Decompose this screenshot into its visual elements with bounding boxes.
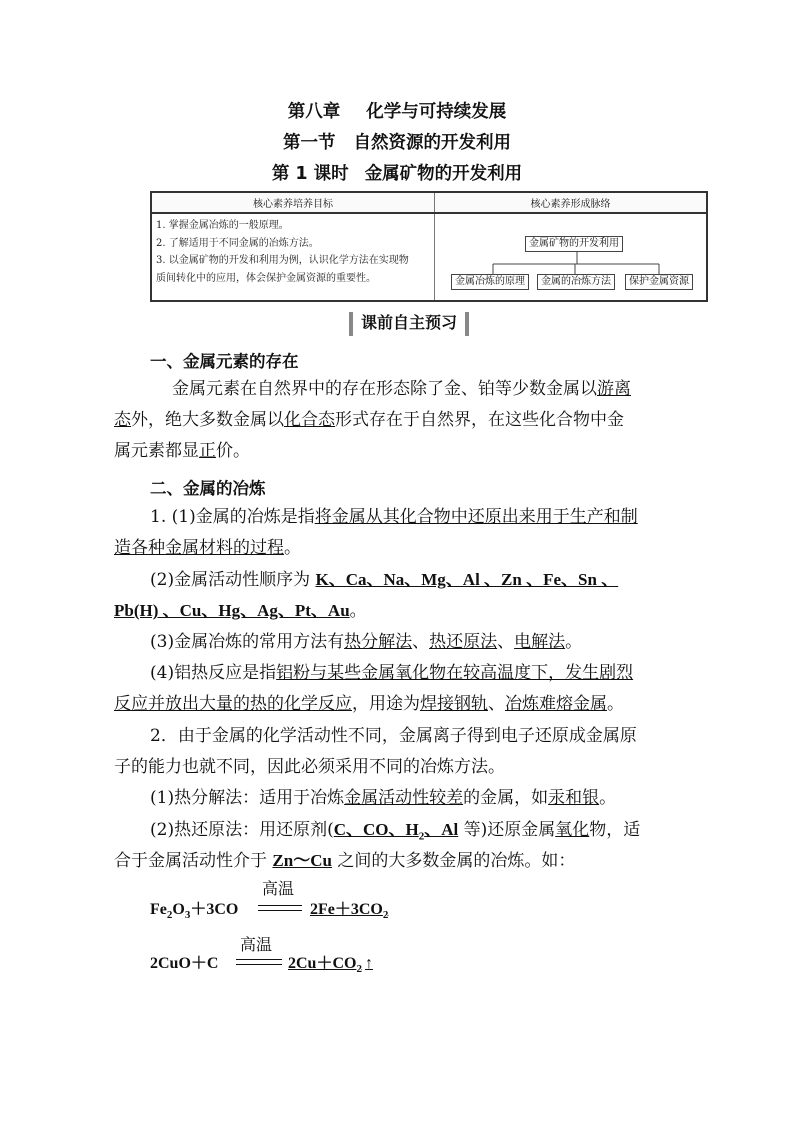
answer-blank — [333, 820, 459, 843]
text-run: ，用途为 — [352, 694, 420, 714]
goal-item: 2. 了解适用于不同金属的冶炼方法。 — [156, 237, 319, 249]
goals-cell — [151, 213, 435, 301]
lesson-name: 金属矿物的开发利用 — [364, 164, 523, 184]
text-run: 2Cu＋CO — [288, 955, 357, 972]
paragraph-line — [114, 410, 624, 430]
lesson-number: 第 1 课时 — [271, 164, 349, 184]
text-run: 金属元素在自然界中的存在形态除了金、铂等少数金属以 — [172, 379, 597, 399]
equation-2-condition: 高温 — [240, 935, 273, 954]
text-run: 价。 — [216, 441, 250, 461]
text-run: 2Fe＋3CO — [310, 901, 383, 918]
answer-blank: 将金属从其化合物中还原出来用于生产和制 — [314, 507, 638, 527]
text-run: 属元素都显 — [114, 441, 199, 461]
core-literacy-table — [150, 191, 708, 302]
text-run: 、 — [497, 632, 515, 652]
subscript: 2 — [356, 963, 362, 976]
paragraph-line — [114, 538, 301, 558]
paragraph-line — [150, 507, 638, 527]
text-run: (4)铝热反应是指 — [150, 663, 277, 683]
equation-2-equals — [236, 959, 282, 965]
subscript: 2 — [166, 909, 173, 922]
section-title — [0, 129, 794, 154]
equation-1-condition: 高温 — [262, 879, 295, 898]
answer-blank: 反应并放出大量的热的化学反应 — [114, 694, 352, 714]
text-run: 。 — [599, 788, 617, 808]
context-header: 核心素养形成脉络 — [435, 192, 708, 213]
section-number: 第一节 — [283, 133, 336, 153]
paragraph-line — [172, 379, 631, 399]
text-run: 。 — [284, 538, 301, 558]
text-run: ＋3CO — [190, 901, 239, 918]
text-run: 。 — [349, 601, 367, 621]
text-run: 之间的大多数金属的冶炼。如： — [331, 851, 576, 871]
paragraph-line — [150, 788, 616, 808]
lesson-title — [0, 160, 794, 185]
chapter-title — [0, 98, 794, 123]
chapter-name: 化学与可持续发展 — [366, 102, 507, 122]
paragraph-line: 子的能力也就不同，因此必须采用不同的冶炼方法。 — [114, 757, 505, 777]
diagram-child-box: 保护金属资源 — [625, 274, 693, 290]
answer-blank: 热分解法 — [344, 632, 413, 652]
text-run: 物，适 — [589, 820, 641, 840]
context-cell — [435, 213, 708, 301]
text-run: 的金属，如 — [463, 788, 549, 808]
text-run: 、 — [488, 694, 505, 714]
answer-blank: Pb(H) 、Cu、Hg、Ag、Pt、Au — [114, 601, 350, 620]
text-run: 1. (1)金属的冶炼是指 — [150, 507, 315, 527]
paragraph-line — [114, 441, 250, 461]
diagram-child-box: 金属冶炼的原理 — [451, 274, 529, 290]
answer-blank: 电解法 — [514, 632, 566, 652]
paragraph-line — [150, 663, 633, 683]
text-run: (2)热还原法：用还原剂( — [150, 820, 334, 840]
paragraph-line — [150, 570, 618, 590]
paragraph-line — [150, 632, 582, 652]
equation-2-left: 2CuO＋C — [150, 955, 219, 972]
answer-blank: 汞和银 — [548, 788, 600, 808]
text-run: C、CO、H — [333, 820, 419, 839]
equation-1-right — [310, 896, 388, 921]
goal-item: 3. 以金属矿物的开发和利用为例，认识化学方法在实现物 — [156, 255, 409, 266]
answer-blank: 正 — [199, 441, 216, 461]
answer-blank: 铝粉与某些金属氧化物在较高温度下，发生剧烈 — [276, 663, 634, 683]
equation-1-equals — [258, 905, 302, 911]
answer-blank: Zn～Cu — [272, 851, 332, 870]
text-run: (2)金属活动性顺序为 — [150, 570, 316, 590]
answer-blank: 氧化 — [555, 820, 590, 840]
banner-right-bar — [465, 312, 469, 336]
answer-blank: 冶炼难熔金属 — [505, 694, 607, 714]
answer-blank: 金属活动性较差 — [344, 788, 464, 808]
subscript: 2 — [382, 909, 389, 922]
text-run: (1)热分解法：适用于冶炼 — [150, 788, 345, 808]
paragraph-line — [114, 601, 367, 621]
paragraph-line — [114, 694, 624, 714]
text-run: 、 — [412, 632, 430, 652]
banner-left-bar — [349, 312, 353, 336]
answer-blank: 游离 — [597, 379, 631, 399]
heading-metal-existence: 一、金属元素的存在 — [150, 352, 299, 371]
equation-2-right — [288, 950, 373, 975]
text-run: O — [172, 901, 185, 918]
answer-blank: K、Ca、Na、Mg、Al 、Zn 、Fe、Sn 、 — [315, 570, 619, 589]
text-run: 形式存在于自然界，在这些化合物中金 — [335, 410, 624, 430]
paragraph-line — [114, 851, 575, 871]
text-run: 。 — [607, 694, 624, 714]
goals-header: 核心素养培养目标 — [151, 192, 435, 213]
equation-1-left — [150, 896, 238, 921]
answer-blank: 态 — [114, 410, 131, 430]
answer-blank: 焊接钢轨 — [420, 694, 488, 714]
text-run: 外，绝大多数金属以 — [131, 410, 284, 430]
section-banner — [341, 310, 477, 336]
text-run: Fe — [150, 901, 167, 918]
text-run: 合于金属活动性介于 — [114, 851, 273, 871]
text-run: 、Al — [424, 820, 459, 839]
banner-text: 课前自主预习 — [361, 313, 458, 332]
heading-metal-smelting: 二、金属的冶炼 — [150, 479, 266, 498]
context-diagram — [435, 214, 711, 300]
gas-arrow-icon: ↑ — [364, 955, 373, 972]
paragraph-line — [150, 820, 640, 846]
answer-blank: 热还原法 — [429, 632, 498, 652]
diagram-child-box: 金属的冶炼方法 — [537, 274, 615, 290]
section-name: 自然资源的开发利用 — [353, 133, 511, 153]
chapter-number: 第八章 — [287, 102, 341, 122]
text-run: 等)还原金属 — [458, 820, 556, 840]
goal-item: 1. 掌握金属冶炼的一般原理。 — [156, 220, 289, 231]
diagram-root-box: 金属矿物的开发利用 — [525, 236, 623, 252]
paragraph-line: 2．由于金属的化学活动性不同，金属离子得到电子还原成金属原 — [150, 726, 637, 746]
goal-item: 质间转化中的应用，体会保护金属资源的重要性。 — [156, 272, 376, 284]
answer-blank: 造各种金属材料的过程 — [114, 538, 284, 558]
text-run: (3)金属冶炼的常用方法有 — [150, 632, 345, 652]
subscript: 2 — [418, 830, 425, 843]
text-run: 。 — [565, 632, 583, 652]
subscript: 3 — [184, 909, 191, 922]
answer-blank: 化合态 — [284, 410, 335, 430]
